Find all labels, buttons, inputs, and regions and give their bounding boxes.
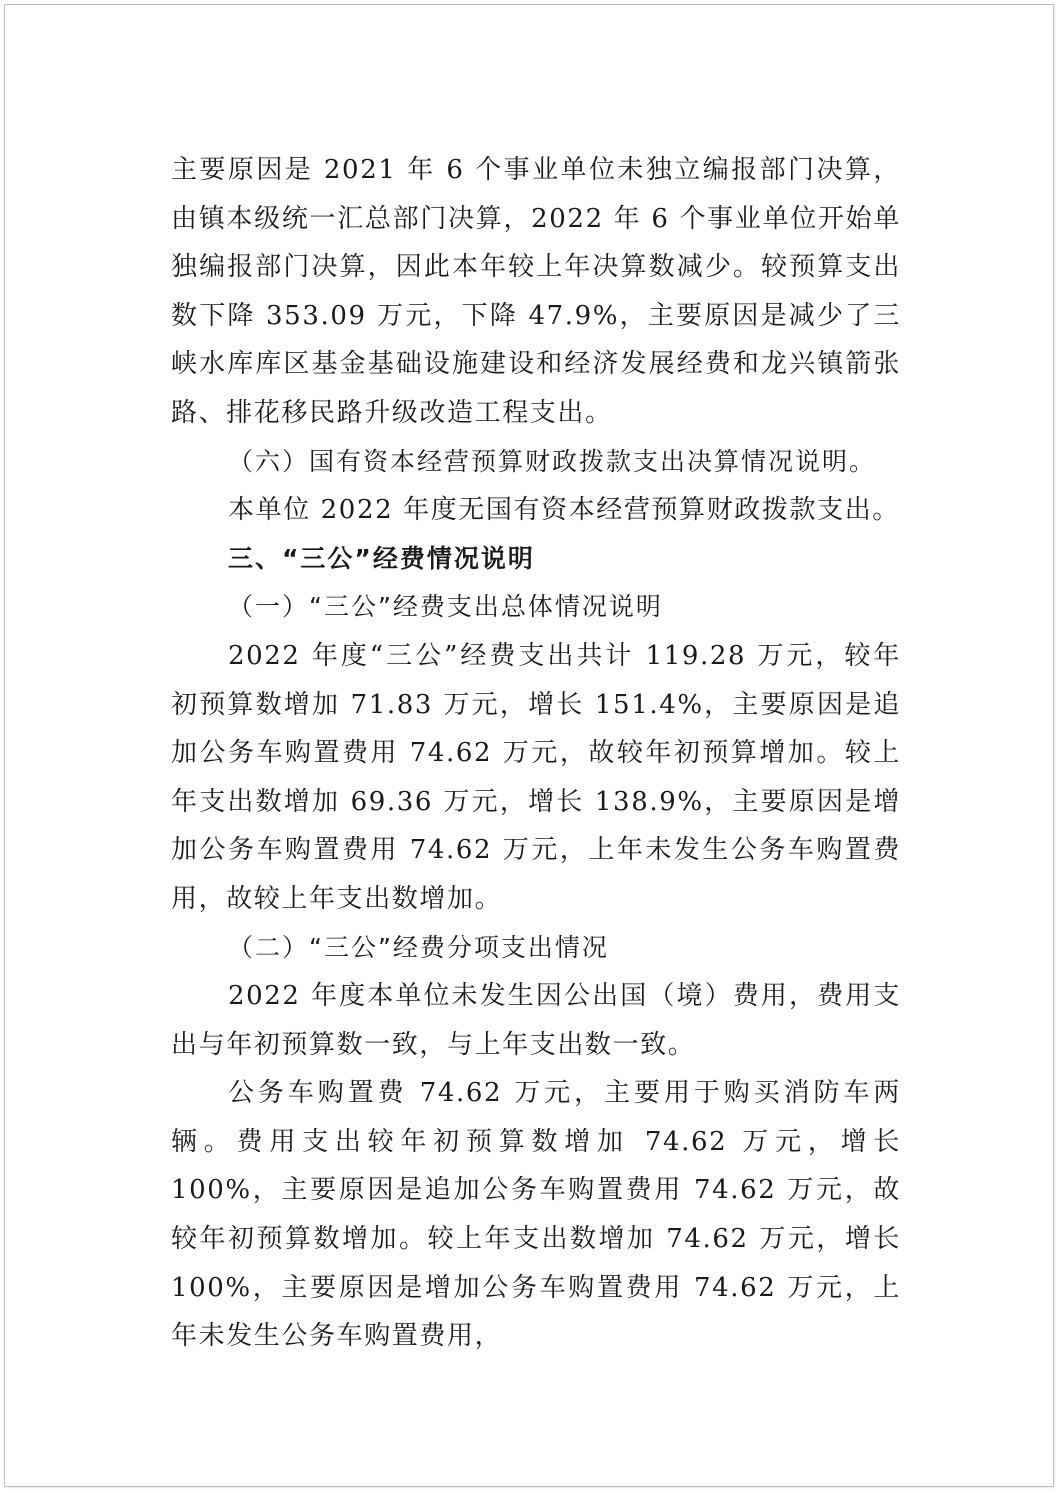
subsection-heading-2: （二）“三公”经费分项支出情况 — [228, 932, 609, 962]
section-heading-6: （六）国有资本经营预算财政拨款支出决算情况说明。 — [228, 446, 877, 476]
chapter-heading-3: 三、“三公”经费情况说明 — [228, 543, 535, 573]
subsection-heading-1: （一）“三公”经费支出总体情况说明 — [228, 592, 663, 622]
document-body — [171, 146, 901, 1361]
body-paragraph-4: 2022 年度本单位未发生因公出国（境）费用，费用支出与年初预算数一致，与上年支出数一致。 — [171, 981, 901, 1060]
body-paragraph-1: 主要原因是 2021 年 6 个事业单位未独立编报部门决算，由镇本级统一汇总部门决算，2022 年 6 个事业单位开始单独编报部门决算，因此本年较上年决算数减少。较预算支出数下降 353.09 万元，下降 47.9%，主要原因是减少了三峡水库库区基金基础设施建设和经济发展经费和龙兴镇箭张路、排花移民路升级改造工程支出。 — [171, 155, 901, 428]
body-paragraph-5: 公务车购置费 74.62 万元，主要用于购买消防车两辆。费用支出较年初预算数增加 74.62 万元，增长 100%，主要原因是追加公务车购置费用 74.62 万元，故较年初预算数增加。较上年支出数增加 74.62 万元，增长 100%，主要原因是增加公务车购置费用 74.62 万元，上年未发生公务车购置费用， — [171, 1078, 901, 1352]
document-page — [4, 4, 1054, 1487]
body-paragraph-2: 本单位 2022 年度无国有资本经营预算财政拨款支出。 — [228, 495, 900, 526]
body-paragraph-3: 2022 年度“三公”经费支出共计 119.28 万元，较年初预算数增加 71.83 万元，增长 151.4%，主要原因是追加公务车购置费用 74.62 万元，故较年初预算增加。较上年支出数增加 69.36 万元，增长 138.9%，主要原因是增加公务车购置费用 74.62 万元，上年未发生公务车购置费用，故较上年支出数增加。 — [171, 640, 901, 914]
